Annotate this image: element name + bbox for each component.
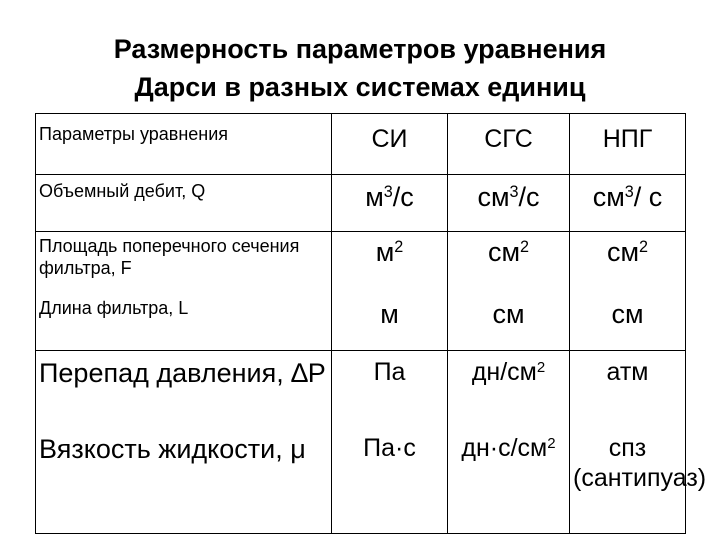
header-npg: НПГ xyxy=(570,114,686,175)
param-cell: Объемный дебит, Q xyxy=(36,175,332,232)
unit-exponent: 2 xyxy=(394,238,404,257)
si-cell: м xyxy=(332,294,448,351)
npg-cell xyxy=(570,175,686,232)
cgs-cell: см xyxy=(448,294,570,351)
table-row xyxy=(36,232,686,295)
cgs-cell xyxy=(448,232,570,295)
unit-tail: /с xyxy=(392,182,414,212)
npg-cell: см xyxy=(570,294,686,351)
table-row xyxy=(36,294,686,351)
unit-exponent: 2 xyxy=(547,434,556,452)
npg-cell: спз (сантипуаз) xyxy=(570,431,686,534)
param-cell: Площадь поперечного сечения фильтра, F xyxy=(36,232,332,295)
table-row xyxy=(36,351,686,432)
unit-tail: /с xyxy=(518,182,540,212)
unit-exponent: 3 xyxy=(509,183,519,202)
cgs-cell xyxy=(448,351,570,432)
npg-cell: атм xyxy=(570,351,686,432)
param-cell: Перепад давления, ∆P xyxy=(36,351,332,432)
title-line-1: Размерность параметров уравнения xyxy=(113,34,607,64)
unit-base: см xyxy=(487,237,521,267)
header-si: СИ xyxy=(332,114,448,175)
unit-exponent: 3 xyxy=(624,183,634,202)
table-row xyxy=(36,175,686,232)
table-header-row xyxy=(36,114,686,175)
header-cgs: СГС xyxy=(448,114,570,175)
unit-base: м xyxy=(375,237,395,267)
cgs-cell xyxy=(448,431,570,534)
unit-base: дн/см xyxy=(471,358,537,386)
unit-base: дн·с/см xyxy=(461,434,548,462)
cgs-cell xyxy=(448,175,570,232)
unit-base: см xyxy=(592,182,625,212)
si-cell xyxy=(332,232,448,295)
unit-base: м xyxy=(365,182,384,212)
param-cell: Вязкость жидкости, μ xyxy=(36,431,332,534)
slide-title xyxy=(0,30,720,106)
si-cell: Па xyxy=(332,351,448,432)
unit-exponent: 2 xyxy=(520,238,530,257)
unit-base: см xyxy=(606,237,640,267)
param-cell: Длина фильтра, L xyxy=(36,294,332,351)
unit-exponent: 2 xyxy=(536,358,546,376)
title-line-2: Дарси в разных системах единиц xyxy=(134,72,586,102)
unit-tail: / с xyxy=(633,182,663,212)
unit-exponent: 3 xyxy=(383,183,393,202)
npg-cell xyxy=(570,232,686,295)
unit-exponent: 2 xyxy=(639,238,649,257)
si-cell xyxy=(332,175,448,232)
unit-base: см xyxy=(477,182,510,212)
table-row xyxy=(36,431,686,534)
header-param: Параметры уравнения xyxy=(36,114,332,175)
units-table xyxy=(35,113,707,534)
si-cell: Па·с xyxy=(332,431,448,534)
